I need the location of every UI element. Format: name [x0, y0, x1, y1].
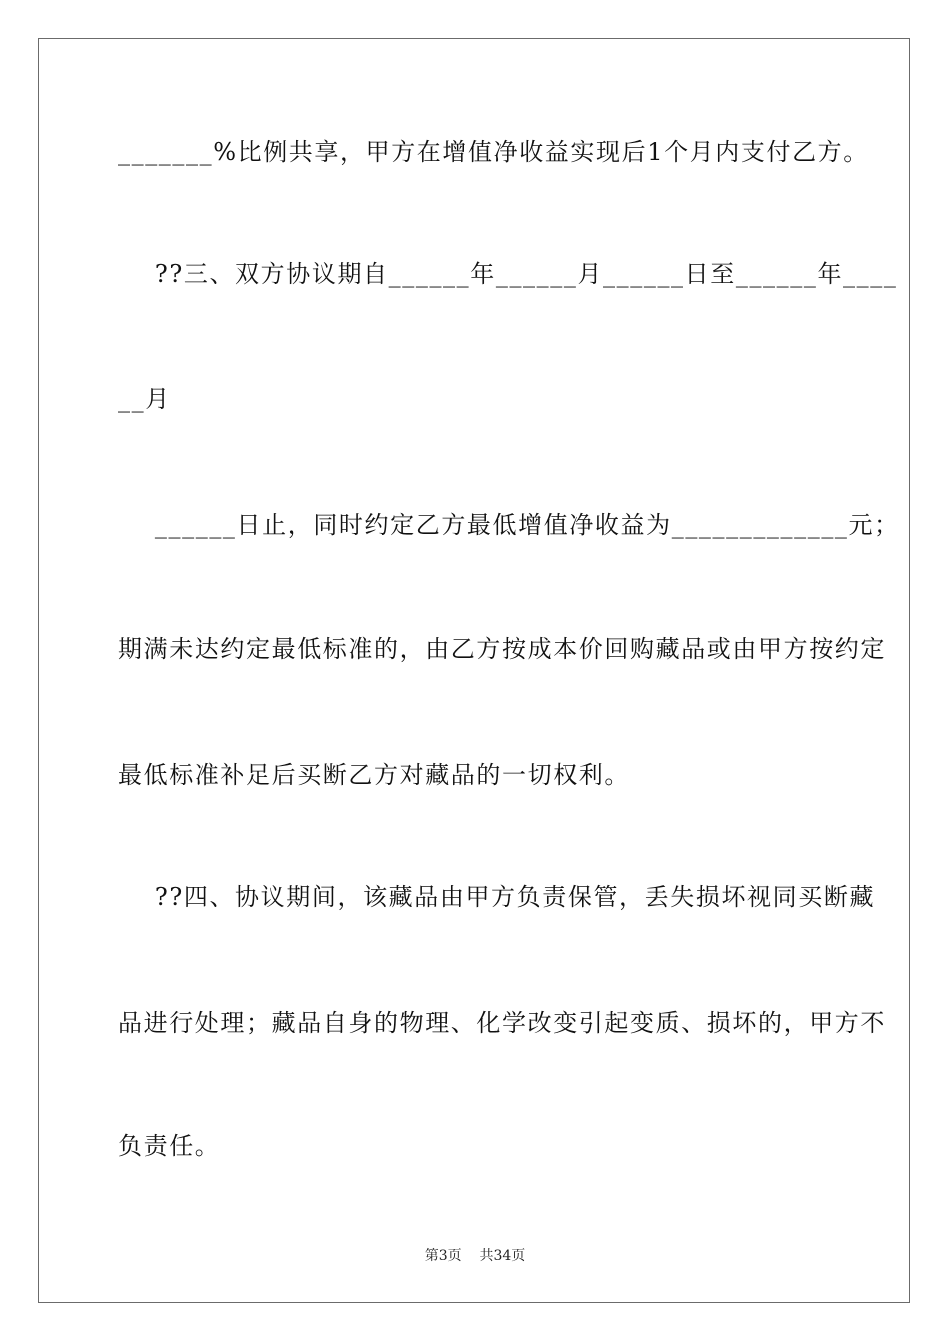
text-line-9: 负责任。 [118, 1132, 221, 1160]
text-line-1: _______%比例共享，甲方在增值净收益实现后1个月内支付乙方。 [118, 138, 869, 166]
text-line-6: 最低标准补足后买断乙方对藏品的一切权利。 [118, 761, 630, 789]
text-line-2: ??三、双方协议期自______年______月______日至______年____ [118, 260, 898, 288]
text-line-3: __月 [118, 385, 171, 413]
page-border [38, 38, 910, 1303]
text-line-7: ??四、协议期间，该藏品由甲方负责保管，丢失损坏视同买断藏 [118, 883, 876, 911]
text-line-8: 品进行处理；藏品自身的物理、化学改变引起变质、损坏的，甲方不 [118, 1009, 886, 1037]
text-line-5: 期满未达约定最低标准的，由乙方按成本价回购藏品或由甲方按约定 [118, 635, 886, 663]
text-line-4: ______日止，同时约定乙方最低增值净收益为_____________元； [118, 511, 900, 539]
page-number-footer: 第3页 共34页 [424, 1248, 526, 1264]
